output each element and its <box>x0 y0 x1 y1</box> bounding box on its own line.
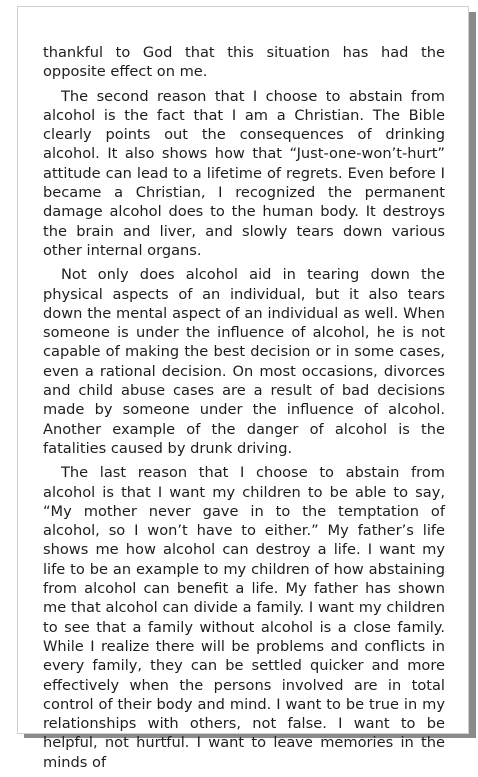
paragraph-mental-aspect: Not only does alcohol aid in tearing down the physical aspects of an individual, but it also tears down the mental aspect of an individual as well. When someone is under the influence of alcohol, he is not capable of making the best decision or in some cases, even a rational decision. On most occasions, divorces and child abuse cases are a result of bad decisions made by someone under the influence of alcohol. Another example of the danger of alcohol is the fatalities caused by drunk driving. <box>43 266 445 457</box>
paragraph-second-reason: The second reason that I choose to abstain from alcohol is the fact that I am a Christian. The Bible clearly points out the consequences of drinking alcohol. It also shows how that “Just-one-won’t-hurt” attitude can lead to a lifetime of regrets. Even before I became a Christian, I recognized the permanent damage alcohol does to the human body. It destroys the brain and liver, and slowly tears down various other internal organs. <box>43 87 445 259</box>
document-page <box>17 6 469 771</box>
paragraph-continuation: thankful to God that this situation has had the opposite effect on me. <box>43 44 445 81</box>
essay-body <box>43 43 445 777</box>
paragraph-last-reason: The last reason that I choose to abstain from alcohol is that I want my children to be able to say, “My mother never gave in to the temptation of alcohol, so I won’t have to either.” My father’s life shows me how alcohol can destroy a life. I want my life to be an example to my children of how abstaining from alcohol can benefit a life. My father has shown me that alcohol can divide a family. I want my children to see that a family without alcohol is a close family. While I realize there will be problems and conflicts in every family, they can be settled quicker and more effectively when the persons involved are in total control of their body and mind. I want to be true in my relationships with others, not false. I want to be helpful, not hurtful. I want to leave memories in the minds of <box>43 464 445 771</box>
